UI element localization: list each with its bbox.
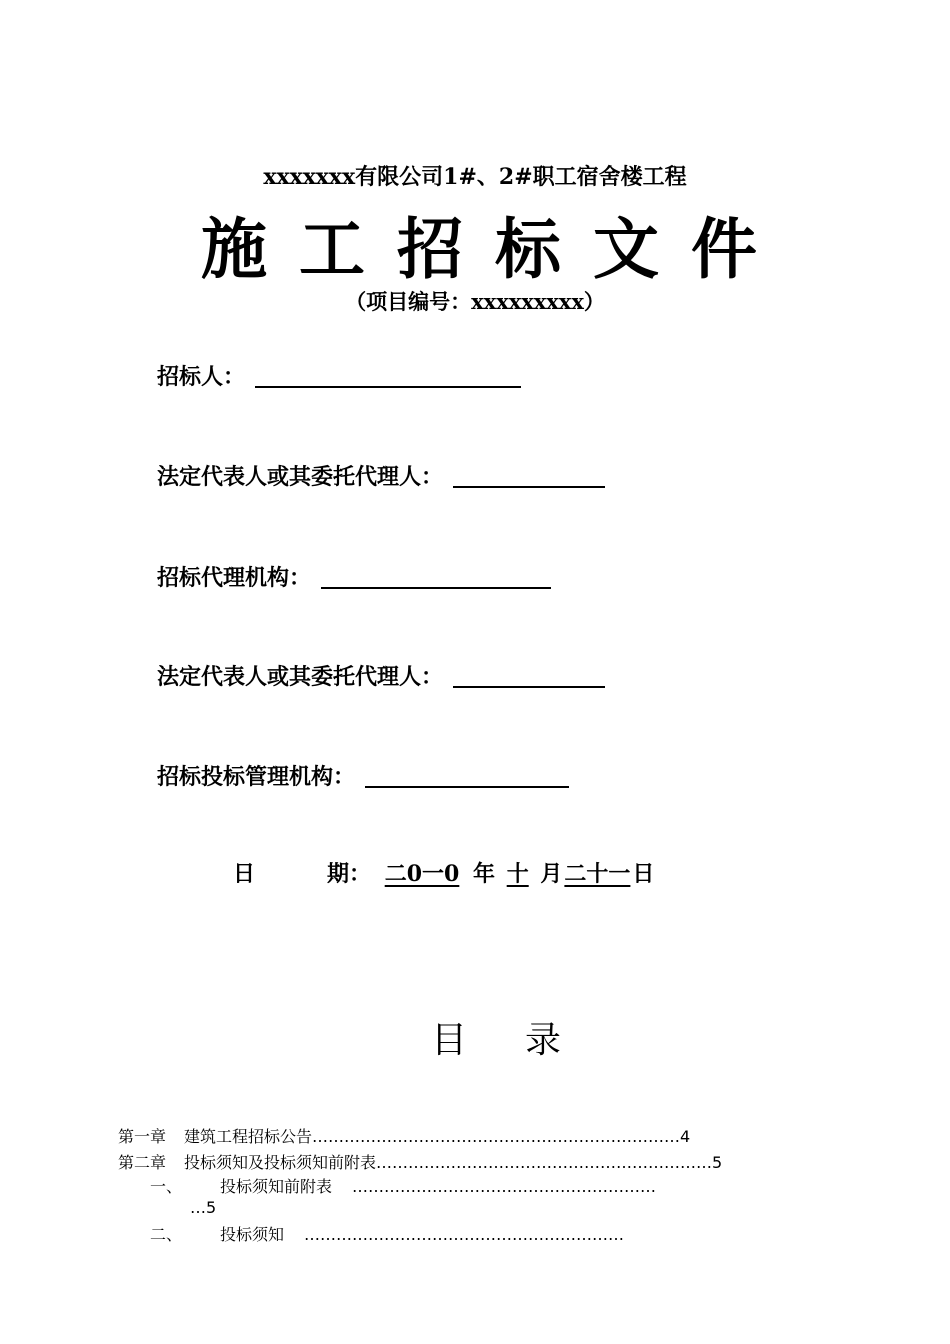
field-label: 招标人： xyxy=(157,364,246,390)
document-title: 施工招标文件 xyxy=(201,211,789,288)
project-number: （项目编号：xxxxxxxxx） xyxy=(345,289,605,314)
toc-item[interactable] xyxy=(150,1222,624,1245)
field-label: 招标投标管理机构： xyxy=(157,764,356,790)
date-month: 十 xyxy=(506,861,529,887)
field-agency xyxy=(157,561,551,592)
toc-leader: … xyxy=(190,1198,206,1217)
toc-chapter-num: 第二章 xyxy=(118,1153,167,1172)
toc-item[interactable] xyxy=(118,1150,722,1173)
field-tenderer xyxy=(157,360,521,391)
date-day-unit: 日 xyxy=(632,861,655,887)
toc-section-title: 投标须知 xyxy=(220,1225,285,1244)
toc-leader: ………………………………………………… xyxy=(352,1177,657,1196)
toc-item[interactable] xyxy=(150,1174,656,1197)
toc-item[interactable] xyxy=(118,1124,690,1147)
field-legal-rep-2 xyxy=(157,660,605,691)
field-label: 法定代表人或其委托代理人： xyxy=(157,664,444,690)
toc-page: 4 xyxy=(680,1127,691,1146)
toc-section-title: 投标须知前附表 xyxy=(220,1177,333,1196)
toc-chapter-num: 第一章 xyxy=(118,1127,167,1146)
field-label: 招标代理机构： xyxy=(157,565,312,591)
toc-item-continuation xyxy=(190,1198,216,1217)
field-label: 法定代表人或其委托代理人： xyxy=(157,464,444,490)
toc-chapter-title: 投标须知及投标须知前附表 xyxy=(184,1153,377,1172)
toc-chapter-title: 建筑工程招标公告 xyxy=(184,1127,313,1146)
date-month-unit: 月 xyxy=(540,861,563,887)
date-label-qi: 期： xyxy=(327,861,372,887)
field-management xyxy=(157,760,569,791)
date-day: 二十一 xyxy=(564,861,631,887)
field-legal-rep-1 xyxy=(157,460,605,491)
toc-page: 5 xyxy=(712,1153,723,1172)
blank-line xyxy=(255,364,521,388)
toc-leader: …………………………………………………………… xyxy=(312,1127,681,1146)
toc-page: 5 xyxy=(206,1198,217,1217)
date-label-ri: 日 xyxy=(233,861,256,887)
toc-section-num: 二、 xyxy=(150,1225,183,1244)
toc-leader: ……………………………………………………… xyxy=(376,1153,713,1172)
date-year: 二0一0 xyxy=(384,861,460,887)
blank-line xyxy=(453,664,605,688)
project-name: xxxxxxx有限公司1#、2#职工宿舍楼工程 xyxy=(263,164,687,190)
toc-section-num: 一、 xyxy=(150,1177,183,1196)
blank-line xyxy=(321,565,551,589)
date-row xyxy=(233,857,654,888)
toc-title: 目录 xyxy=(430,1020,619,1061)
date-year-unit: 年 xyxy=(473,861,496,887)
toc-leader: …………………………………………………… xyxy=(304,1225,625,1244)
blank-line xyxy=(365,764,569,788)
blank-line xyxy=(453,464,605,488)
